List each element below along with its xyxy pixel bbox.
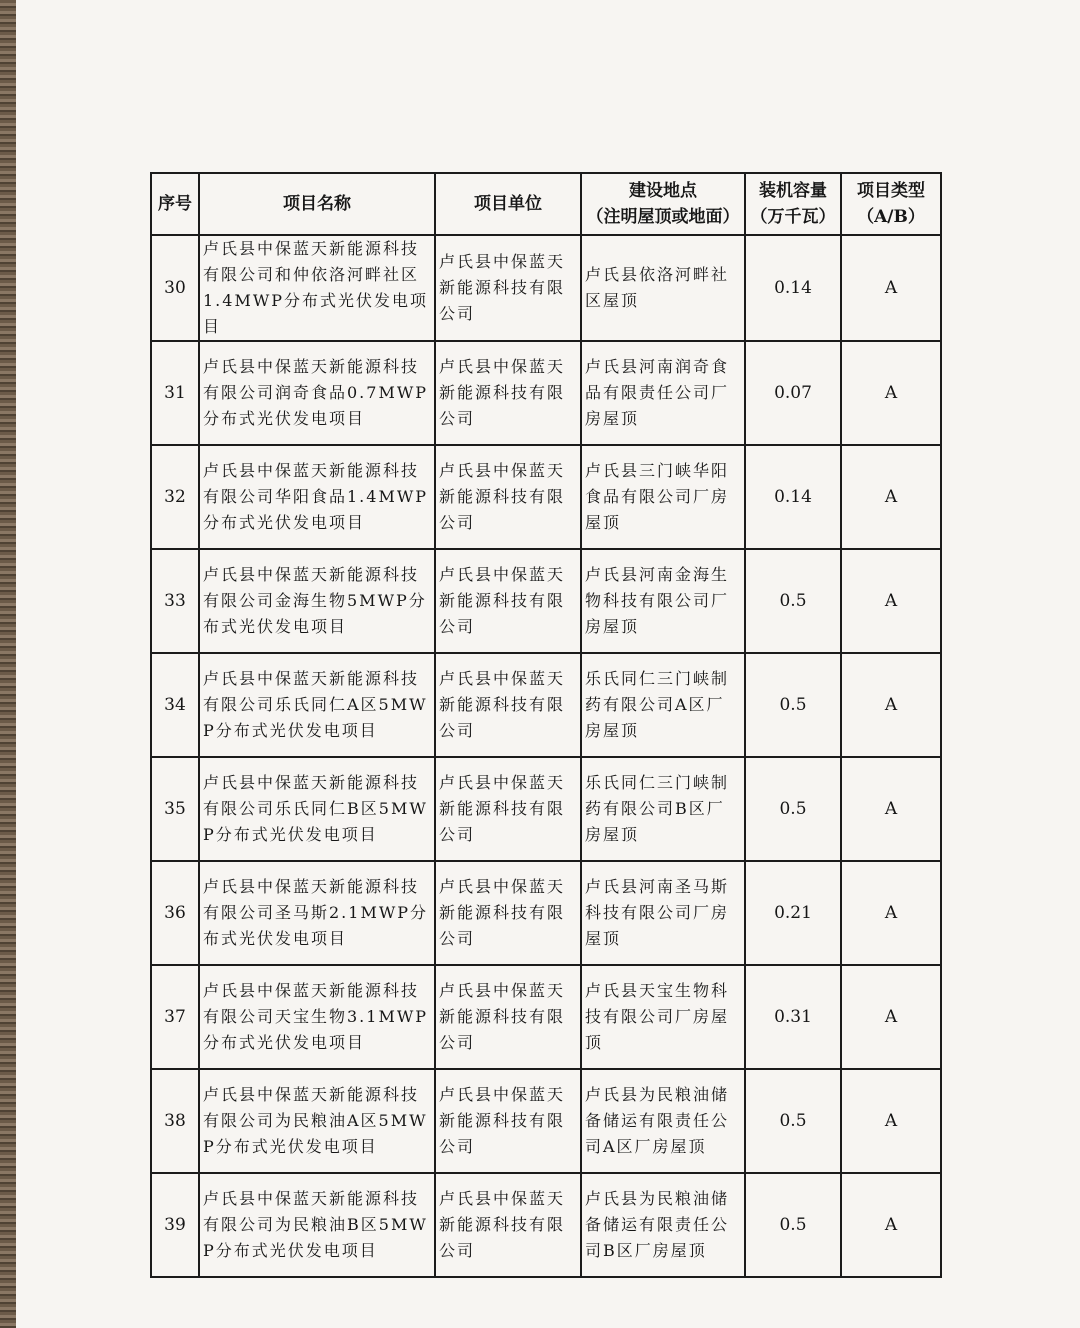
cell-type: A <box>841 653 941 757</box>
cell-location: 卢氏县天宝生物科技有限公司厂房屋顶 <box>581 965 745 1069</box>
header-type <box>841 173 941 235</box>
cell-seq: 33 <box>151 549 199 653</box>
table-row <box>151 1173 941 1277</box>
table-row <box>151 653 941 757</box>
cell-seq: 39 <box>151 1173 199 1277</box>
cell-type: A <box>841 861 941 965</box>
cell-capacity: 0.5 <box>745 653 841 757</box>
cell-type: A <box>841 341 941 445</box>
cell-capacity: 0.5 <box>745 1069 841 1173</box>
header-capacity-line1: 装机容量 <box>759 181 827 201</box>
cell-capacity: 0.31 <box>745 965 841 1069</box>
cell-seq: 37 <box>151 965 199 1069</box>
cell-project-unit: 卢氏县中保蓝天新能源科技有限公司 <box>435 549 581 653</box>
cell-location: 卢氏县为民粮油储备储运有限责任公司B区厂房屋顶 <box>581 1173 745 1277</box>
header-type-line2: （A/B） <box>857 207 925 227</box>
cell-seq: 35 <box>151 757 199 861</box>
cell-project-name: 卢氏县中保蓝天新能源科技有限公司圣马斯2.1MWP分布式光伏发电项目 <box>199 861 435 965</box>
cell-capacity: 0.5 <box>745 757 841 861</box>
table-row <box>151 861 941 965</box>
cell-location: 卢氏县河南润奇食品有限责任公司厂房屋顶 <box>581 341 745 445</box>
cell-project-unit: 卢氏县中保蓝天新能源科技有限公司 <box>435 1069 581 1173</box>
header-type-line1: 项目类型 <box>857 181 925 201</box>
cell-seq: 34 <box>151 653 199 757</box>
cell-project-name: 卢氏县中保蓝天新能源科技有限公司和仲依洛河畔社区1.4MWP分布式光伏发电项目 <box>199 235 435 341</box>
cell-project-name: 卢氏县中保蓝天新能源科技有限公司润奇食品0.7MWP分布式光伏发电项目 <box>199 341 435 445</box>
cell-capacity: 0.5 <box>745 1173 841 1277</box>
cell-seq: 30 <box>151 235 199 341</box>
cell-capacity: 0.07 <box>745 341 841 445</box>
header-location <box>581 173 745 235</box>
cell-location: 卢氏县为民粮油储备储运有限责任公司A区厂房屋顶 <box>581 1069 745 1173</box>
cell-project-name: 卢氏县中保蓝天新能源科技有限公司华阳食品1.4MWP分布式光伏发电项目 <box>199 445 435 549</box>
cell-project-unit: 卢氏县中保蓝天新能源科技有限公司 <box>435 235 581 341</box>
cell-project-unit: 卢氏县中保蓝天新能源科技有限公司 <box>435 341 581 445</box>
header-row <box>151 173 941 235</box>
header-capacity <box>745 173 841 235</box>
cell-type: A <box>841 445 941 549</box>
cell-project-name: 卢氏县中保蓝天新能源科技有限公司为民粮油B区5MWP分布式光伏发电项目 <box>199 1173 435 1277</box>
cell-project-unit: 卢氏县中保蓝天新能源科技有限公司 <box>435 653 581 757</box>
cell-project-unit: 卢氏县中保蓝天新能源科技有限公司 <box>435 1173 581 1277</box>
cell-project-name: 卢氏县中保蓝天新能源科技有限公司乐氏同仁B区5MWP分布式光伏发电项目 <box>199 757 435 861</box>
cell-location: 卢氏县河南金海生物科技有限公司厂房屋顶 <box>581 549 745 653</box>
table-row <box>151 549 941 653</box>
header-location-line1: 建设地点 <box>629 181 697 201</box>
cell-project-unit: 卢氏县中保蓝天新能源科技有限公司 <box>435 445 581 549</box>
cell-project-unit: 卢氏县中保蓝天新能源科技有限公司 <box>435 965 581 1069</box>
cell-capacity: 0.14 <box>745 445 841 549</box>
cell-location: 乐氏同仁三门峡制药有限公司A区厂房屋顶 <box>581 653 745 757</box>
cell-capacity: 0.21 <box>745 861 841 965</box>
header-capacity-line2: （万千瓦） <box>750 207 836 227</box>
table-row <box>151 757 941 861</box>
project-table <box>150 172 942 1278</box>
table-row <box>151 965 941 1069</box>
table-row <box>151 1069 941 1173</box>
cell-type: A <box>841 549 941 653</box>
cell-seq: 32 <box>151 445 199 549</box>
cell-project-name: 卢氏县中保蓝天新能源科技有限公司天宝生物3.1MWP分布式光伏发电项目 <box>199 965 435 1069</box>
table-row <box>151 235 941 341</box>
cell-project-unit: 卢氏县中保蓝天新能源科技有限公司 <box>435 861 581 965</box>
header-project-name: 项目名称 <box>199 173 435 235</box>
cell-location: 乐氏同仁三门峡制药有限公司B区厂房屋顶 <box>581 757 745 861</box>
cell-project-unit: 卢氏县中保蓝天新能源科技有限公司 <box>435 757 581 861</box>
cell-location: 卢氏县河南圣马斯科技有限公司厂房屋顶 <box>581 861 745 965</box>
cell-seq: 38 <box>151 1069 199 1173</box>
cell-project-name: 卢氏县中保蓝天新能源科技有限公司为民粮油A区5MWP分布式光伏发电项目 <box>199 1069 435 1173</box>
cell-location: 卢氏县三门峡华阳食品有限公司厂房屋顶 <box>581 445 745 549</box>
header-location-line2: （注明屋顶或地面） <box>586 207 740 227</box>
cell-location: 卢氏县依洛河畔社区屋顶 <box>581 235 745 341</box>
cell-capacity: 0.5 <box>745 549 841 653</box>
background-edge <box>0 0 16 1328</box>
table-row <box>151 445 941 549</box>
cell-project-name: 卢氏县中保蓝天新能源科技有限公司乐氏同仁A区5MWP分布式光伏发电项目 <box>199 653 435 757</box>
cell-capacity: 0.14 <box>745 235 841 341</box>
table-row <box>151 341 941 445</box>
cell-seq: 36 <box>151 861 199 965</box>
header-project-unit: 项目单位 <box>435 173 581 235</box>
cell-type: A <box>841 1173 941 1277</box>
cell-type: A <box>841 235 941 341</box>
cell-type: A <box>841 757 941 861</box>
header-seq: 序号 <box>151 173 199 235</box>
cell-seq: 31 <box>151 341 199 445</box>
cell-project-name: 卢氏县中保蓝天新能源科技有限公司金海生物5MWP分布式光伏发电项目 <box>199 549 435 653</box>
cell-type: A <box>841 965 941 1069</box>
cell-type: A <box>841 1069 941 1173</box>
